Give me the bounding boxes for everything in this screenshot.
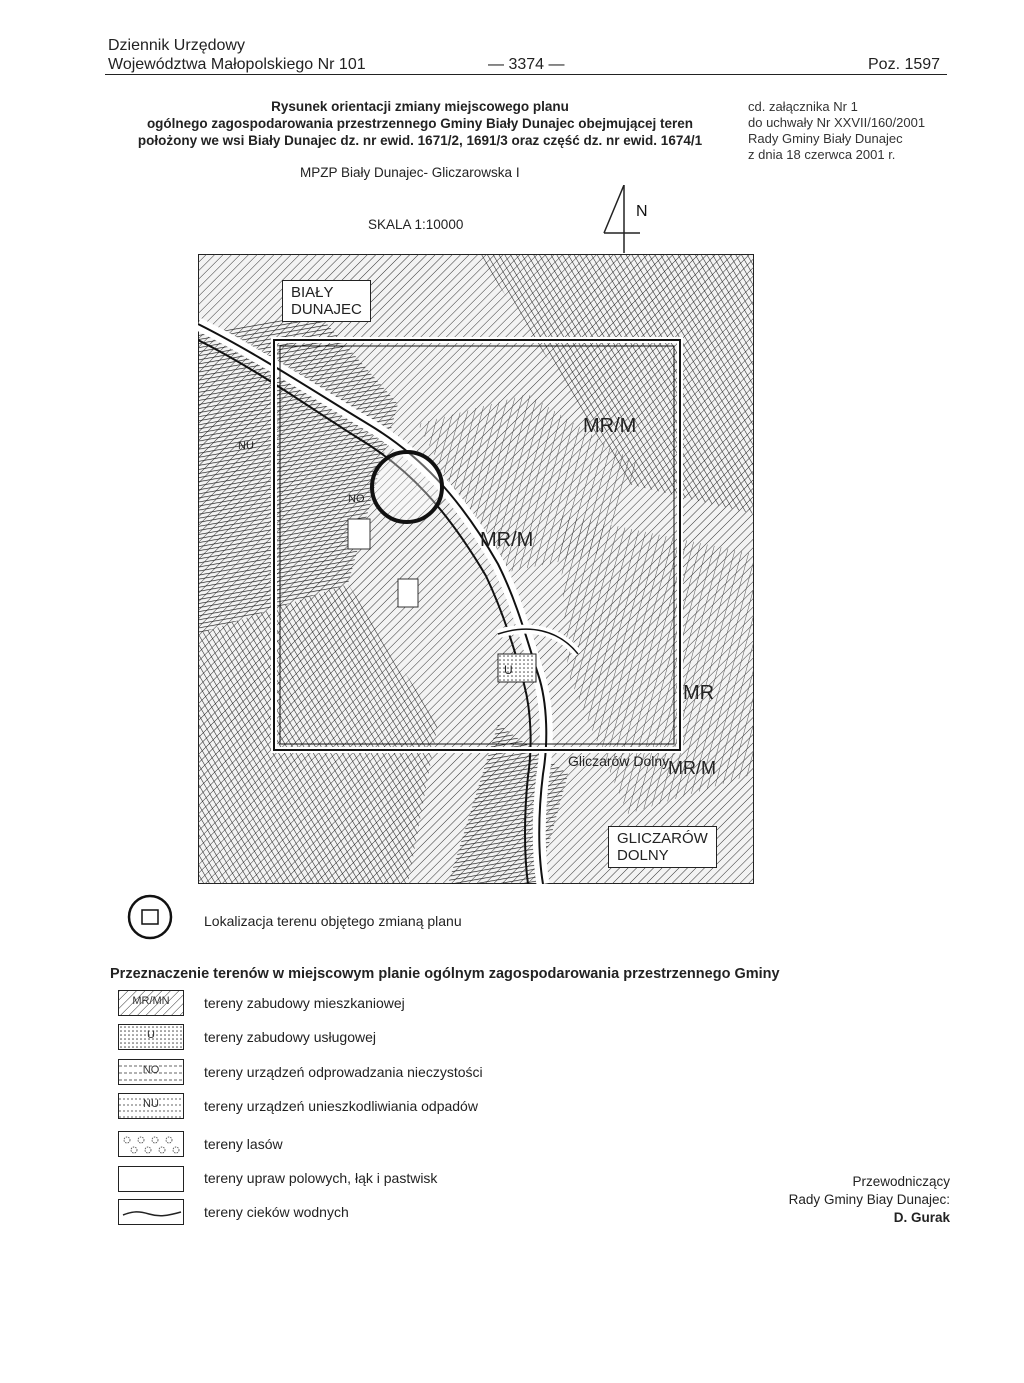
signature-body: Rady Gminy Biay Dunajec: [788, 1192, 950, 1207]
legend-label-residential: tereny zabudowy mieszkaniowej [204, 995, 405, 1011]
map-label-bialy-dunajec [282, 280, 371, 322]
north-label: N [636, 203, 648, 220]
annex-line-4: z dnia 18 czerwca 2001 r. [748, 147, 896, 162]
map-label-bottom-line-2: DOLNY [617, 847, 669, 864]
zone-code-mr: MR [683, 682, 715, 704]
legend-title: Przeznaczenie terenów w miejscowym planie ogólnym zagospodarowania przestrzennego Gminy [110, 966, 780, 982]
legend-code-no: NO [142, 1064, 160, 1076]
title-line-3: położony we wsi Biały Dunajec dz. nr ewid. 1671/2, 1691/3 oraz część dz. nr ewid. 1674/1 [137, 133, 703, 148]
map-label-bottom-line-1: GLICZARÓW [617, 830, 708, 847]
journal-name: Dziennik Urzędowy [108, 37, 245, 54]
zone-code-mrm-2: MR/M [480, 529, 534, 551]
zone-code-nu: NU [238, 440, 254, 452]
north-arrow-icon [600, 185, 660, 255]
legend-code-u: U [147, 1029, 155, 1041]
legend-label-waste: tereny urządzeń unieszkodliwiania odpadów [204, 1098, 478, 1114]
legend-swatch-fields [118, 1166, 184, 1192]
title-line-2: ogólnego zagospodarowania przestrzennego Gminy Biały Dunajec obejmującej teren [146, 116, 694, 131]
zone-code-no: NO [348, 493, 365, 505]
map-label-gliczarow-dolny [608, 826, 717, 868]
legend-swatch-u [118, 1024, 184, 1050]
legend-label-services: tereny zabudowy usługowej [204, 1029, 376, 1045]
zone-code-mrm-3: MR/M [668, 758, 716, 778]
legend-label-water: tereny cieków wodnych [204, 1204, 349, 1220]
legend-code-mrmn: MR/MN [132, 995, 170, 1007]
map-label-top-line-2: DUNAJEC [291, 301, 362, 318]
page-number: — 3374 — [488, 56, 565, 73]
position-number: Poz. 1597 [868, 56, 941, 73]
legend-swatch-water [118, 1199, 184, 1225]
orientation-map [198, 254, 754, 884]
title-line-1: Rysunek orientacji zmiany miejscowego planu [271, 99, 569, 114]
plan-subtitle: MPZP Biały Dunajec- Gliczarowska I [300, 165, 520, 180]
map-label-top-line-1: BIAŁY [291, 284, 334, 301]
signature-role: Przewodniczący [852, 1174, 950, 1189]
annex-line-1: cd. załącznika Nr 1 [748, 99, 858, 114]
legend-swatch-nu [118, 1093, 184, 1119]
map-scale: SKALA 1:10000 [368, 217, 464, 232]
legend-swatch-forest [118, 1131, 184, 1157]
legend-label-forest: tereny lasów [204, 1136, 283, 1152]
zone-code-u: U [504, 663, 513, 677]
legend-label-sewage: tereny urządzeń odprowadzania nieczystości [204, 1064, 483, 1080]
zone-code-mrm-1: MR/M [583, 415, 637, 437]
annex-line-2: do uchwały Nr XXVII/160/2001 [748, 115, 926, 130]
signature-name: D. Gurak [893, 1210, 950, 1225]
place-name-gliczarow: Gliczarów Dolny [568, 753, 670, 769]
annex-line-3: Rady Gminy Biały Dunajec [748, 131, 903, 146]
header-rule [105, 74, 947, 75]
location-legend-text: Lokalizacja terenu objętego zmianą planu [204, 913, 462, 929]
legend-label-fields: tereny upraw polowych, łąk i pastwisk [204, 1170, 438, 1186]
voivodeship-issue: Województwa Małopolskiego Nr 101 [108, 56, 366, 73]
location-circle [372, 452, 442, 522]
legend-code-nu: NU [143, 1098, 159, 1110]
legend-swatch-mrmn [118, 990, 184, 1016]
location-circle-symbol-icon [126, 893, 174, 941]
legend-swatch-no [118, 1059, 184, 1085]
